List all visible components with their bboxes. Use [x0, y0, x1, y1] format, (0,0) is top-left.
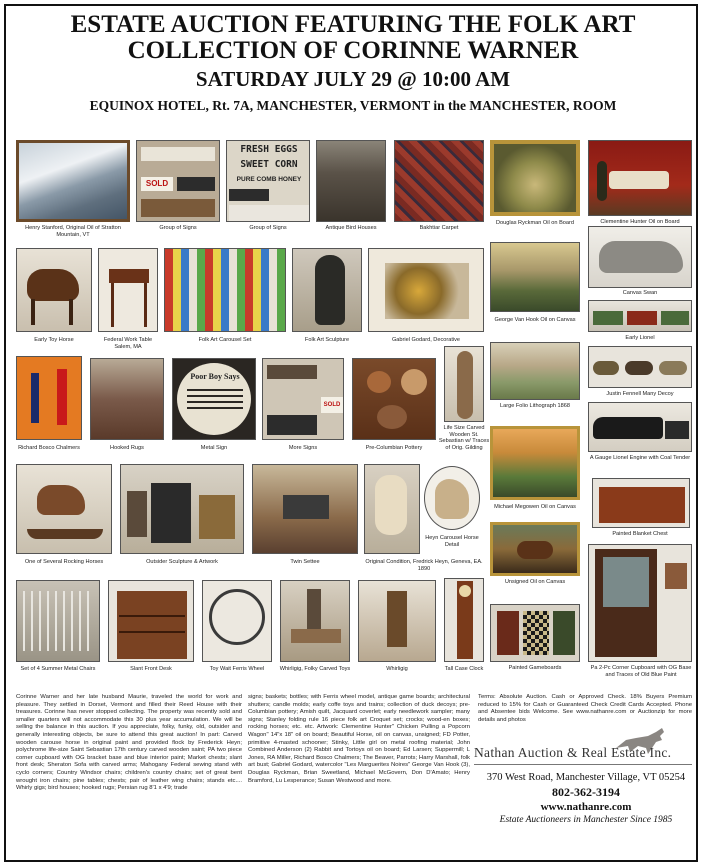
- photo-gabriel-godard: [368, 248, 484, 332]
- caption-henry-stanford: Henry Stanford, Original Oil of Stratton Mountain, VT: [25, 225, 121, 238]
- photo-clementine-hunter: [588, 140, 692, 216]
- company-address: 370 West Road, Manchester Village, VT 05254: [486, 772, 686, 783]
- caption-whirligig-folky-carved-toys: Whirligig, Folky Carved Toys: [279, 666, 351, 672]
- sign-sweet-corn: SWEET CORN: [240, 159, 298, 170]
- caption-douglas-ryckman: Douglas Ryckman Oil on Board: [495, 220, 575, 226]
- caption-saint-sebastian: Life Size Carved Wooden St. Sebastian w/ Traces of Orig. Gilding: [438, 425, 490, 451]
- caption-lionel-engine: A Gauge Lionel Engine with Coal Tender: [589, 455, 691, 461]
- photo-heyn-carousel-horse: [424, 466, 480, 530]
- photo-painted-gameboards: [490, 604, 580, 662]
- company-name: Nathan Auction & Real Estate Inc.: [474, 745, 672, 760]
- photo-justin-fennell-decoy: [588, 346, 692, 388]
- photo-richard-bosco: [16, 356, 82, 440]
- date-line: SATURDAY JULY 29 @ 10:00 AM: [195, 67, 511, 91]
- venue-line: EQUINOX HOTEL, Rt. 7A, MANCHESTER, VERMONT in the MANCHESTER, ROOM: [89, 98, 617, 113]
- caption-original-condition-horse: Original Condition, Fredrick Heyn, Geneva, EA. 1890: [365, 559, 483, 572]
- sign-sold-2: SOLD: [321, 397, 343, 413]
- caption-metal-sign: Metal Sign: [200, 445, 228, 451]
- photo-pre-columbian-pottery: [352, 358, 436, 440]
- caption-large-folio-lithograph: Large Folio Lithograph 1868: [500, 403, 570, 409]
- company-website: www.nathanre.com: [540, 801, 632, 813]
- caption-unsigned-oil: Unsigned Oil on Canvas: [504, 579, 566, 585]
- photo-unsigned-oil: [490, 522, 580, 576]
- photo-whirligig-folky-carved-toys: [280, 580, 350, 662]
- photo-early-toy-horse: [16, 248, 92, 332]
- photo-group-of-signs-1: [136, 140, 220, 222]
- photo-outsider-sculpture: [120, 464, 244, 554]
- photo-douglas-ryckman: [490, 140, 580, 216]
- caption-justin-fennell-decoy: Justin Fennell Many Decoy: [606, 391, 674, 397]
- photo-tall-case-clock: [444, 578, 484, 662]
- caption-canvas-swan: Canvas Swan: [622, 290, 658, 296]
- photo-more-signs: [262, 358, 344, 440]
- description-column-1: Corinne Warner and her late husband Maurie, traveled the world for work and pleasure. They settled in Dorset, Vermont and filled their Reed House with their treasures. Corinne has never stopped collecting. The property was recently sold and smaller quarters will not accommodate this 30 plus year accumulation. We will be selling the balance in this auction. If you appreciate, folky, funky, old, outsider and generally interesting objects, be sure to attend this great auction! In part: Carved wooden carouse horse in original paint and provided flock by Frederick Heyn; polychrome life-size Saint Sebastian 17th century carved wooden saint; PA two piece corner cupboard with OG bracket base and blue interior paint; Market chests; slant front desk; Sheraton Sofa with carved arms; Mahogany Federal sewing stand with cyclo corners; Country Windsor chairs; children's country chairs; set of great bent wrought iron chairs; pine tables; chests; pair of leather wing chairs; stands etc.... Whirly gigs; bird houses; hooked rugs; Persian rug 8'1 x 4'9; trade: [16, 694, 242, 792]
- title-line-2: COLLECTION OF CORINNE WARNER: [127, 37, 579, 64]
- caption-metal-chairs: Set of 4 Summer Metal Chairs: [20, 666, 96, 672]
- caption-hooked-rugs: Hooked Rugs: [110, 445, 144, 451]
- caption-group-of-signs-2: Group of Signs: [249, 225, 287, 231]
- caption-corner-cupboard: Pa 2-Pc Corner Cupboard with OG Base and Traces of Old Blue Paint: [590, 665, 692, 678]
- description-column-2: signs; baskets; bottles; with Ferris wheel model, antique game boards; architectural shutters; candle molds; early coffe toys and trains; collection of duck decoys; pre-Columbian pottery; Amish quilt, Jacquard coverlet; early needlework sampler; many signs; Stanley folding rule 16 piece folk art Croquet set; crocks; wood-en boxes; rocking horses; etc. etc. Artwork: Clementine Hunter" Chicken Pulling a Popcorn Wagon" 14"x 18" oil on board; Beautiful Horse, oil on canvas, unsigned; FD Potter, primitive 4-masted schooner; Stinky, Little girl on metal roofing material; John Combined Anderson (2) Rabbit and Tortoys oil on board; Ed Larsen; Suppermill; L Jones, RA Miller, Richard Bosco Chalmers; The Beaver, Parrots; Harry Marshall, folk art bust; Gabriel Godard, watercolor "Les Marguerites Noires" George Van Hook (3), Douglas Ryckman, Brian Sweetland, Michael McGovern, Don D'Amato; Henry Bramford, Lu Lesperance; Susan Westwood and more.: [248, 694, 470, 784]
- caption-rocking-horses: One of Several Rocking Horses: [24, 559, 104, 565]
- caption-toy-wait-ferris-wheel: Toy Wait Ferris Wheel: [209, 666, 265, 672]
- sign-fresh-eggs: FRESH EGGS: [240, 144, 298, 155]
- caption-folk-art-carousel-set: Folk Art Carousel Set: [198, 337, 252, 343]
- photo-federal-work-table: [98, 248, 158, 332]
- photo-folk-art-carousel-set: [164, 248, 286, 332]
- photo-corner-cupboard: [588, 544, 692, 662]
- caption-gabriel-godard: Gabriel Godard, Decorative: [391, 337, 461, 343]
- company-tagline: Estate Auctioneers in Manchester Since 1985: [499, 815, 673, 825]
- photo-slant-front-desk: [108, 580, 194, 662]
- terms-text: Terms: Absolute Auction. Cash or Approved Check. 18% Buyers Premium reduced to 15% for Cash or Guaranteed Check Credit Cards Accepted. Phone and Absentee bids Welcome. See www.nathanre.com or Auctionzip for more details and photos: [478, 694, 692, 723]
- company-phone: 802-362-3194: [552, 785, 620, 799]
- photo-michael-megowen: [490, 426, 580, 500]
- sign-sold-1: SOLD: [141, 177, 173, 191]
- caption-george-van-hook: George Van Hook Oil on Canvas: [494, 317, 576, 323]
- photo-large-folio-lithograph: [490, 342, 580, 400]
- photo-early-lionel: [588, 300, 692, 332]
- caption-richard-bosco: Richard Bosco Chalmers: [18, 445, 80, 451]
- caption-clementine-hunter: Clementine Hunter Oil on Board: [600, 219, 680, 225]
- photo-whirligig: [358, 580, 436, 662]
- caption-early-toy-horse: Early Toy Horse: [34, 337, 74, 343]
- caption-outsider-sculpture: Outsider Sculpture & Artwork: [146, 559, 218, 565]
- caption-group-of-signs-1: Group of Signs: [159, 225, 197, 231]
- photo-original-condition-horse: [364, 464, 420, 554]
- caption-tall-case-clock: Tall Case Clock: [444, 666, 484, 672]
- caption-whirligig: Whirligig: [386, 666, 408, 672]
- photo-folk-art-sculpture: [292, 248, 362, 332]
- caption-painted-blanket-chest: Painted Blanket Chest: [612, 531, 668, 537]
- photo-twin-settee: [252, 464, 358, 554]
- photo-rocking-horses: [16, 464, 112, 554]
- caption-more-signs: More Signs: [288, 445, 318, 451]
- caption-antique-bird-houses: Antique Bird Houses: [325, 225, 377, 231]
- caption-heyn-carousel-horse: Heyn Carousel Horse Detail: [425, 535, 479, 548]
- caption-michael-megowen: Michael Megowen Oil on Canvas: [494, 504, 576, 510]
- photo-saint-sebastian: [444, 346, 484, 422]
- photo-bakhtiar-carpet: [394, 140, 484, 222]
- caption-painted-gameboards: Painted Gameboards: [508, 665, 562, 671]
- caption-slant-front-desk: Slant Front Desk: [130, 666, 172, 672]
- caption-bakhtiar-carpet: Bakhtiar Carpet: [419, 225, 459, 231]
- photo-metal-sign: [172, 358, 256, 440]
- sign-poor-boy: Poor Boy Says: [190, 372, 240, 381]
- caption-pre-columbian-pottery: Pre-Columbian Pottery: [365, 445, 423, 451]
- sign-pure-comb-honey: PURE COMB HONEY: [236, 176, 302, 183]
- photo-painted-blanket-chest: [592, 478, 690, 528]
- photo-george-van-hook: [490, 242, 580, 312]
- caption-twin-settee: Twin Settee: [290, 559, 320, 565]
- photo-lionel-engine: [588, 402, 692, 452]
- title-line-1: ESTATE AUCTION FEATURING THE FOLK ART: [70, 11, 636, 38]
- caption-folk-art-sculpture: Folk Art Sculpture: [304, 337, 350, 343]
- photo-henry-stanford: [16, 140, 130, 222]
- photo-antique-bird-houses: [316, 140, 386, 222]
- photo-canvas-swan: [588, 226, 692, 288]
- photo-metal-chairs: [16, 580, 100, 662]
- photo-toy-wait-ferris-wheel: [202, 580, 272, 662]
- photo-group-of-signs-2: [226, 140, 310, 222]
- company-divider: [474, 764, 692, 765]
- caption-early-lionel: Early Lionel: [625, 335, 655, 341]
- photo-hooked-rugs: [90, 358, 164, 440]
- caption-federal-work-table: Federal Work Table Salem, MA: [103, 337, 153, 350]
